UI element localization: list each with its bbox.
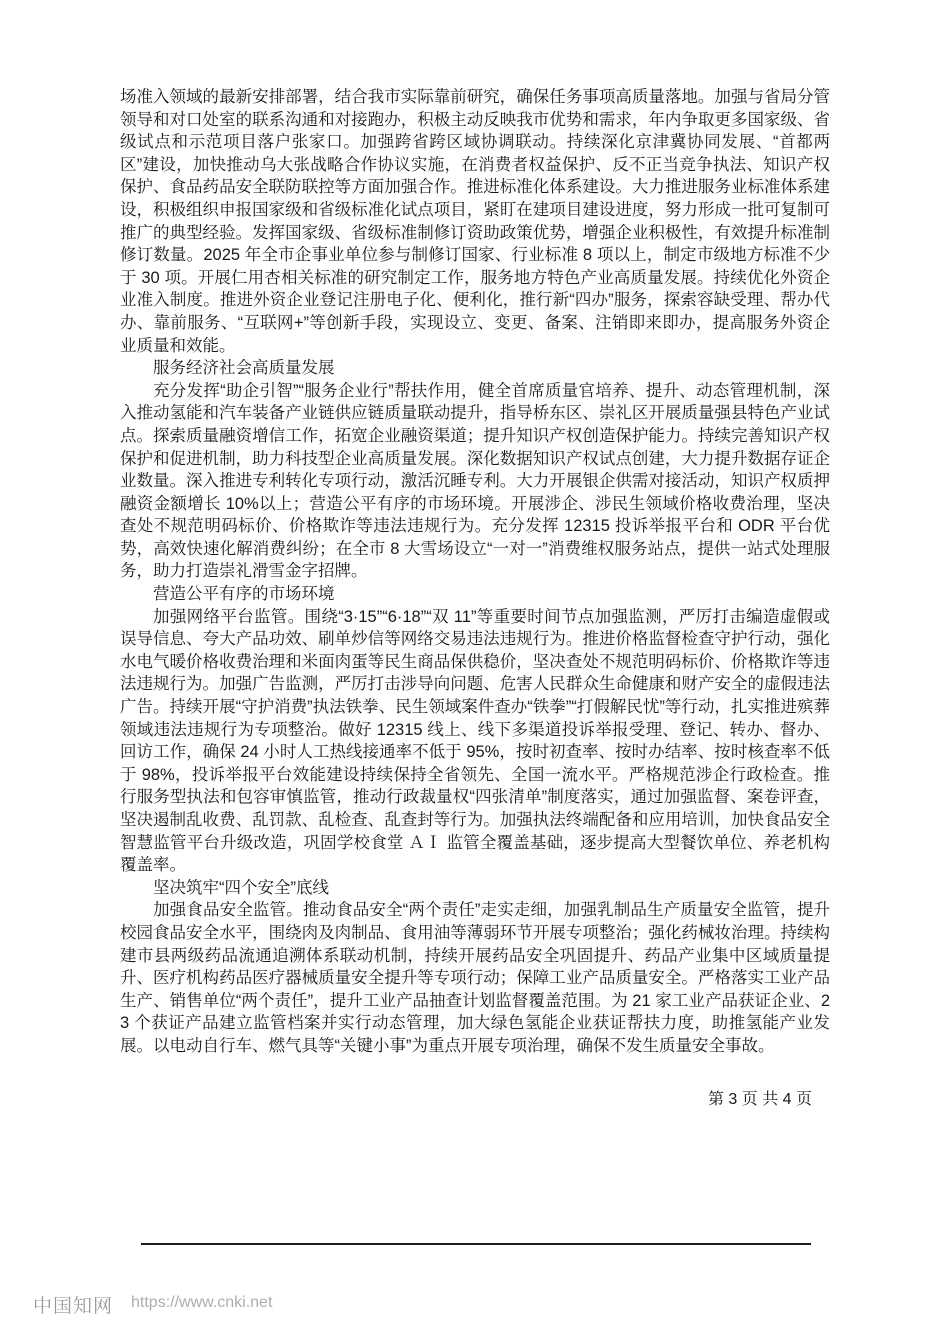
page-number: 第 3 页 共 4 页 [707,1091,812,1108]
paragraph: 加强网络平台监管。围绕“3·15”“6·18”“双 11”等重要时间节点加强监测，严厉打击编造虚假或误导信息、夸大产品功效、刷单炒信等网络交易违法违规行为。推进价格监督检查守护行动，强化水电气暖价格收费治理和米面肉蛋等民生商品保供稳价，坚决查处不规范明码标价、价格欺诈等违法违规行为。加强广告监测，严厉打击涉导向问题、危害人民群众生命健康和财产安全的虚假违法广告。持续开展“守护消费”执法铁拳、民生领域案件查办“铁拳”“打假解民忧”等行动，扎实推进殡葬领域违法违规行为专项整治。做好 12315 线上、线下多渠道投诉举报受理、登记、转办、督办、回访工作，确保 24 小时人工热线接通率不低于 95%，按时初查率、按时办结率、按时核查率不低于 98%，投诉举报平台效能建设持续保持全省领先、全国一流水平。严格规范涉企行政检查。推行服务型执法和包容审慎监管，推动行政裁量权“四张清单”制度落实，通过加强监督、案卷评查，坚决遏制乱收费、乱罚款、乱检查、乱查封等行为。加强执法终端配备和应用培训，加快食品安全智慧监管平台升级改造，巩固学校食堂 ＡＩ 监管全覆盖基础，逐步提高大型餐饮单位、养老机构覆盖率。 [120,607,830,875]
cnki-url: https://www.cnki.net [131,1294,273,1311]
section-heading: 服务经济社会高质量发展 [153,359,335,378]
document-body [120,86,830,1058]
section-heading: 营造公平有序的市场环境 [153,585,335,604]
section-heading: 坚决筑牢“四个安全”底线 [153,878,329,897]
cnki-logo-text: 中国知网 [33,1296,114,1317]
paragraph: 加强食品安全监管。推动食品安全“两个责任”走实走细，加强乳制品生产质量安全监管，提升校园食品安全水平，围绕肉及肉制品、食用油等薄弱环节开展专项整治；强化药械妆治理。持续构建市县两级药品流通追溯体系联动机制，持续开展药品安全巩固提升、药品产业集中区域质量提升、医疗机构药品医疗器械质量安全提升等专项行动；保障工业产品质量安全。严格落实工业产品生产、销售单位“两个责任”，提升工业产品抽查计划监督覆盖范围。为 21 家工业产品获证企业、23 个获证产品建立监管档案并实行动态管理，加大绿色氢能企业获证帮扶力度，助推氢能产业发展。以电动自行车、燃气具等“关键小事”为重点开展专项治理，确保不发生质量安全事故。 [120,901,830,1055]
paragraph: 充分发挥“助企引智”“服务企业行”帮扶作用，健全首席质量官培养、提升、动态管理机制，深入推动氢能和汽车装备产业链供应链质量联动提升，指导桥东区、崇礼区开展质量强县特色产业试点。探索质量融资增信工作，拓宽企业融资渠道；提升知识产权创造保护能力。持续完善知识产权保护和促进机制，助力科技型企业高质量发展。深化数据知识产权试点创建，大力提升数据存证企业数量。深入推进专利转化专项行动，激活沉睡专利。大力开展银企供需对接活动，知识产权质押融资金额增长 10%以上；营造公平有序的市场环境。开展涉企、涉民生领域价格收费治理，坚决查处不规范明码标价、价格欺诈等违法违规行为。充分发挥 12315 投诉举报平台和 ODR 平台优势，高效快速化解消费纠纷；在全市 8 大雪场设立“一对一”消费维权服务站点，提供一站式处理服务，助力打造崇礼滑雪金字招牌。 [120,381,830,581]
paragraph-continuation: 场准入领域的最新安排部署，结合我市实际靠前研究，确保任务事项高质量落地。加强与省局分管领导和对口处室的联系沟通和对接跑办，积极主动反映我市优势和需求，年内争取更多国家级、省级试点和示范项目落户张家口。加强跨省跨区域协调联动。持续深化京津冀协同发展、“首都两区”建设，加快推动乌大张战略合作协议实施，在消费者权益保护、反不正当竞争执法、知识产权保护、食品药品安全联防联控等方面加强合作。推进标准化体系建设。大力推进服务业标准体系建设，积极组织申报国家级和省级标准化试点项目，紧盯在建项目建设进度，努力形成一批可复制可推广的典型经验。发挥国家级、省级标准制修订资助政策优势，增强企业积极性，有效提升标准制修订数量。2025 年全市企事业单位参与制修订国家、行业标准 8 项以上，制定市级地方标准不少于 30 项。开展仁用杏相关标准的研究制定工作，服务地方特色产业高质量发展。持续优化外资企业准入制度。推进外资企业登记注册电子化、便利化，推行新“四办”服务，探索容缺受理、帮办代办、靠前服务、“互联网+”等创新手段，实现设立、变更、备案、注销即来即办，提高服务外资企业质量和效能。 [120,88,830,355]
footer-divider [141,1243,811,1245]
